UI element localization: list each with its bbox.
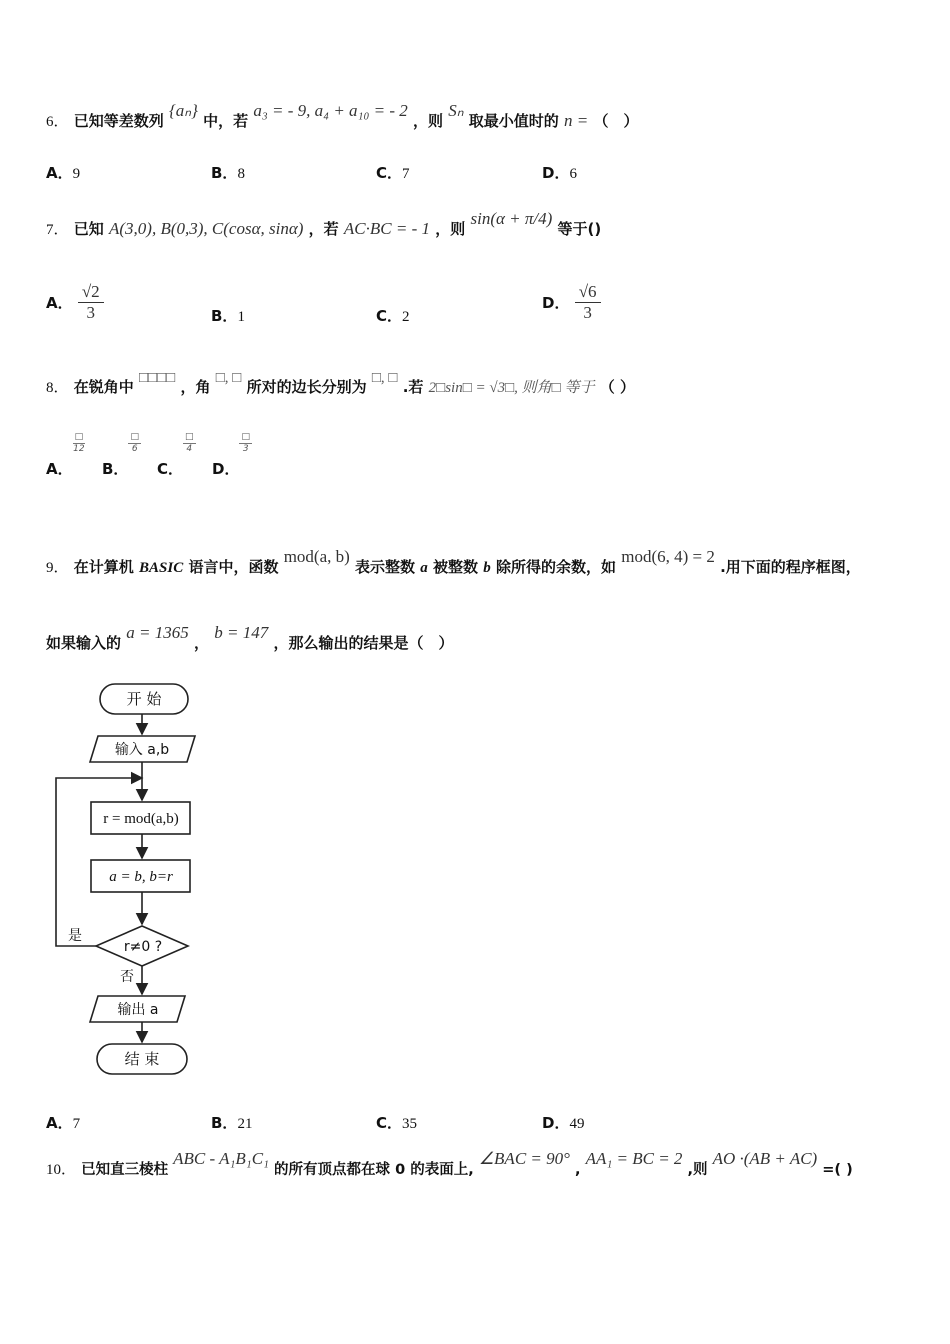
no-label: 否 <box>120 969 134 985</box>
var-a: a <box>420 560 428 576</box>
question-number: 10． <box>46 1162 77 1178</box>
question-number: 6． <box>46 114 69 130</box>
question-text: ，则 <box>435 220 466 238</box>
question-text: 中，若 <box>203 112 249 130</box>
loop-line <box>56 778 142 946</box>
output-label: 输出 a <box>117 1002 159 1018</box>
math-garbled: □□□□ <box>139 370 176 386</box>
question-text: 取最小值时的 <box>468 112 559 130</box>
question-number: 8． <box>46 380 69 396</box>
yes-label: 是 <box>68 928 82 944</box>
option-a[interactable]: A． $\frac{√2}{3}$ <box>46 282 104 323</box>
question-text: 表示整数 <box>355 558 416 576</box>
decision-label: r≠0 ? <box>123 939 163 955</box>
end-label: 结 束 <box>124 1050 160 1068</box>
question-9 <box>46 547 861 577</box>
question-number: 9． <box>46 560 69 576</box>
option-b[interactable]: B．1 <box>211 307 245 325</box>
question-text: 已知 <box>73 220 104 238</box>
question-7 <box>46 209 602 239</box>
math-a-value: a = 1365 <box>126 623 189 642</box>
question-text: ，角 <box>180 378 211 396</box>
math-garbled: 2□sin□ = √3□, 则角□ 等于 <box>428 380 595 396</box>
question-text: ，若 <box>308 220 339 238</box>
math-mod-example: mod(6, 4) = 2 <box>621 547 715 566</box>
option-a[interactable]: A． □ 12 <box>46 432 85 478</box>
math-condition: a₃ = - 9, a₄ + a₁₀ = - 2 <box>253 101 408 120</box>
math-prism: ABC - A₁B₁C₁ <box>173 1149 269 1168</box>
start-label: 开 始 <box>126 690 162 708</box>
question-text: （ ） <box>599 378 635 396</box>
math-sequence: {aₙ} <box>169 101 198 120</box>
option-d[interactable]: D． □ 3 <box>212 432 250 478</box>
question-text: 已知直三棱柱 <box>81 1162 169 1178</box>
question-text: 0 <box>395 1162 406 1178</box>
math-points: A(3,0), B(0,3), C(cosα, sinα) <box>109 219 304 238</box>
question-text: ， <box>193 634 209 652</box>
question-text: 已知等差数列 <box>73 112 164 130</box>
option-d[interactable]: D． $\frac{√6}{3}$ <box>542 282 601 323</box>
question-8 <box>46 370 635 397</box>
question-text: （ ） <box>593 112 639 130</box>
option-c[interactable]: C．35 <box>376 1114 418 1132</box>
question-text: 语言中，函数 <box>188 558 279 576</box>
question-text-basic: BASIC <box>139 560 184 576</box>
question-text: 的所有顶点都在球 <box>274 1162 391 1178</box>
option-d[interactable]: D．6 <box>542 164 577 182</box>
question-text: 在计算机 <box>73 558 134 576</box>
mod-label: r = mod(a,b) <box>103 811 179 827</box>
question-text: , <box>575 1162 581 1178</box>
math-b-value: b = 147 <box>214 623 269 642</box>
math-lengths: AA₁ = BC = 2 <box>585 1149 683 1168</box>
math-dot-product: AC·BC = - 1 <box>343 219 430 238</box>
math-angle: ∠BAC = 90° <box>478 1149 570 1168</box>
input-label: 输入 a,b <box>114 742 170 758</box>
math-sin: sin(α + π/4) <box>470 209 553 228</box>
question-text: 被整数 <box>433 558 479 576</box>
question-text: ，那么输出的结果是（ ） <box>273 634 454 652</box>
option-c[interactable]: C． □ 4 <box>157 432 194 478</box>
math-vector: AO ·(AB + AC) <box>712 1149 818 1168</box>
option-c[interactable]: C．7 <box>376 164 410 182</box>
question-text: .若 <box>402 378 424 396</box>
option-c[interactable]: C．2 <box>376 307 410 325</box>
math-garbled: □, □ <box>215 370 242 386</box>
question-text: =( ) <box>822 1162 853 1178</box>
question-text: .用下面的程序框图， <box>720 558 861 576</box>
question-number: 7． <box>46 222 69 238</box>
option-a[interactable]: A．9 <box>46 164 81 182</box>
math-n: n = <box>564 111 589 130</box>
question-text: 如果输入的 <box>46 634 122 652</box>
question-text: ，则 <box>412 112 443 130</box>
math-mod: mod(a, b) <box>283 547 350 566</box>
option-b[interactable]: B． □ 6 <box>102 432 139 478</box>
question-text: 除所得的余数，如 <box>495 558 616 576</box>
question-text: 的表面上, <box>410 1162 474 1178</box>
var-b: b <box>483 560 491 576</box>
math-sum: Sₙ <box>448 101 464 120</box>
question-text: ,则 <box>687 1162 708 1178</box>
flowchart <box>50 678 210 1088</box>
option-b[interactable]: B．8 <box>211 164 245 182</box>
question-text: 所对的边长分别为 <box>246 378 367 396</box>
question-text: 等于() <box>557 220 602 238</box>
option-d[interactable]: D．49 <box>542 1114 585 1132</box>
question-10 <box>46 1149 853 1179</box>
assign-label: a = b, b=r <box>109 869 173 885</box>
math-garbled: □, □ <box>371 370 398 386</box>
question-6 <box>46 101 639 131</box>
question-9-line-2 <box>46 623 454 653</box>
option-a[interactable]: A．7 <box>46 1114 81 1132</box>
option-b[interactable]: B．21 <box>211 1114 253 1132</box>
question-text: 在锐角中 <box>73 378 134 396</box>
